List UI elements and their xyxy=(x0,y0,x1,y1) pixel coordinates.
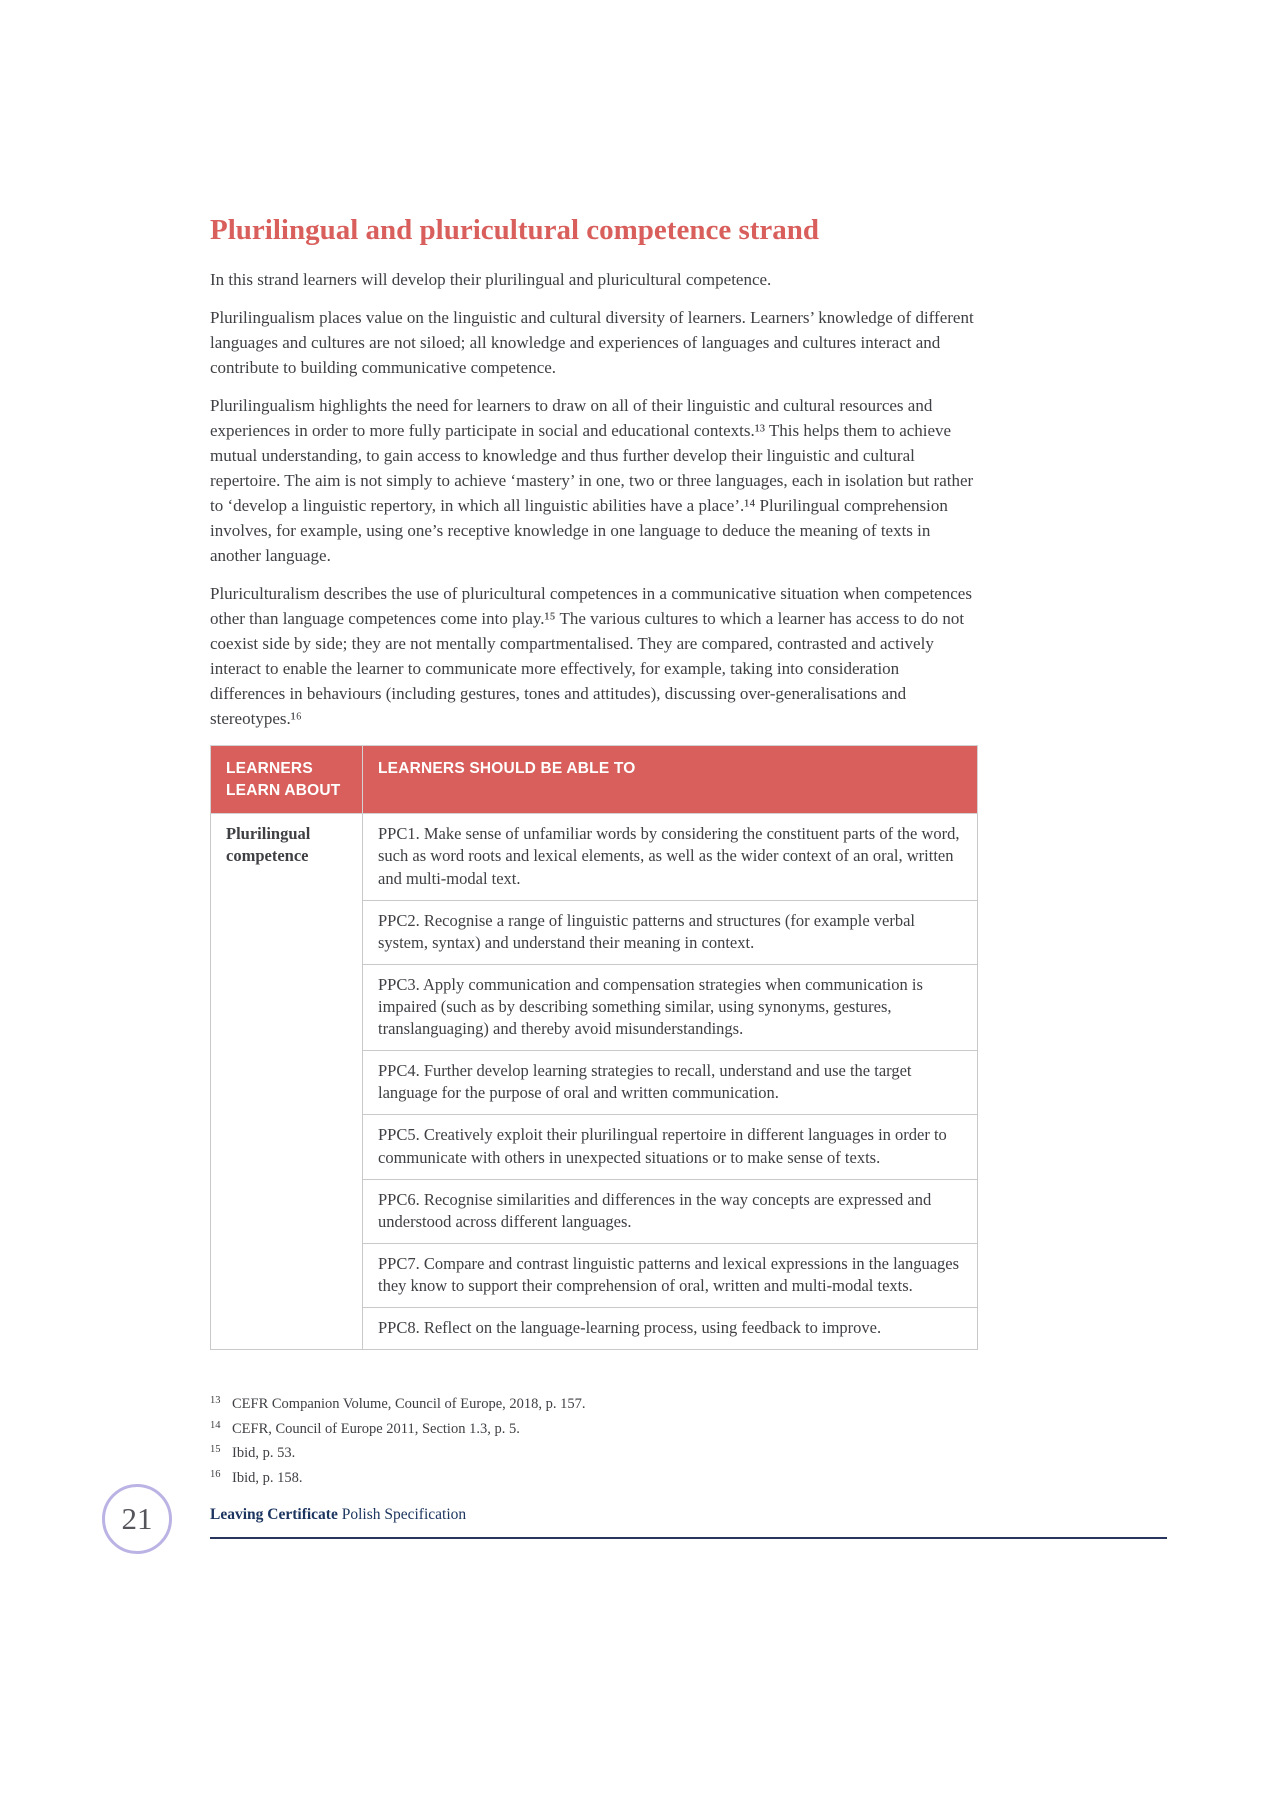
competence-table xyxy=(210,745,978,1350)
footnote-13 xyxy=(210,1392,978,1416)
page-number-badge xyxy=(102,1484,172,1554)
ppc8-item: PPC8. Reflect on the language-learning process, using feedback to improve. xyxy=(363,1308,978,1350)
ppc7-item: PPC7. Compare and contrast linguistic patterns and lexical expressions in the languages they know to support their comprehension of oral, written and multi-modal texts. xyxy=(363,1243,978,1307)
row-label-plurilingual-competence: Plurilingual competence xyxy=(211,814,363,1350)
ppc6-item: PPC6. Recognise similarities and differences in the way concepts are expressed and understood across different languages. xyxy=(363,1179,978,1243)
footnote-15-marker: 15 xyxy=(210,1444,221,1456)
page-title: Plurilingual and pluricultural competence strand xyxy=(210,214,820,246)
ppc1-item: PPC1. Make sense of unfamiliar words by considering the constituent parts of the word, such as word roots and lexical elements, as well as the wider context of an oral, written and multi-modal text. xyxy=(363,814,978,900)
table-header-learners-learn-about: LEARNERS LEARN ABOUT xyxy=(211,745,363,813)
footnote-13-marker: 13 xyxy=(210,1395,221,1407)
intro-paragraph-1: In this strand learners will develop their plurilingual and pluricultural competence. xyxy=(210,270,772,290)
table-header-row xyxy=(211,745,978,813)
page-number: 21 xyxy=(121,1501,153,1536)
footnote-15-text: Ibid, p. 53. xyxy=(232,1445,296,1462)
ppc3-item: PPC3. Apply communication and compensation strategies when communication is impaired (such as by describing something similar, using synonyms, gestures, translanguaging) and thereby avoid misunderstandings. xyxy=(363,964,978,1050)
footnote-14-text: CEFR, Council of Europe 2011, Section 1.3, p. 5. xyxy=(232,1420,520,1437)
intro-paragraph-2: Plurilingualism places value on the linguistic and cultural diversity of learners. Learners’ knowledge of different languages and cultures are not siloed; all knowledge and experiences of languages and cultures interact and contribute to building communicative competence. xyxy=(210,308,974,378)
table-header-learners-should-be-able-to: LEARNERS SHOULD BE ABLE TO xyxy=(363,745,978,813)
intro-paragraph-4: Pluriculturalism describes the use of pluricultural competences in a communicative situation when competences other than language competences come into play.¹⁵ The various cultures to which a learner has access to do not coexist side by side; they are not mentally compartmentalised. They are compared, contrasted and actively interact to enable the learner to communicate more effectively, for example, taking into consideration differences in behaviours (including gestures, tones and attitudes), discussing over-generalisations and stereotypes.¹⁶ xyxy=(210,584,972,728)
ppc4-item: PPC4. Further develop learning strategies to recall, understand and use the target language for the purpose of oral and written communication. xyxy=(363,1051,978,1115)
footer-doc-title xyxy=(210,1506,466,1524)
footnote-16-text: Ibid, p. 158. xyxy=(232,1469,303,1486)
footnotes xyxy=(210,1392,978,1490)
ppc2-item: PPC2. Recognise a range of linguistic patterns and structures (for example verbal system, syntax) and understand their meaning in context. xyxy=(363,900,978,964)
intro-paragraph-3: Plurilingualism highlights the need for learners to draw on all of their linguistic and cultural resources and experiences in order to more fully participate in social and educational contexts.¹³ This helps them to achieve mutual understanding, to gain access to knowledge and thus further develop their linguistic and cultural repertoire. The aim is not simply to achieve ‘mastery’ in one, two or three languages, each in isolation but rather to ‘develop a linguistic repertory, in which all linguistic abilities have a place’.¹⁴ Plurilingual comprehension involves, for example, using one’s receptive knowledge in one language to deduce the meaning of texts in another language. xyxy=(210,396,974,566)
footer-rule xyxy=(210,1537,1167,1539)
footnote-14-marker: 14 xyxy=(210,1419,221,1431)
footnote-14 xyxy=(210,1417,978,1441)
content-column xyxy=(210,212,978,1490)
footer-doc-title-bold: Leaving Certificate xyxy=(210,1506,338,1523)
footnote-16-marker: 16 xyxy=(210,1468,221,1480)
footnote-15 xyxy=(210,1441,978,1465)
footnote-13-text: CEFR Companion Volume, Council of Europe, 2018, p. 157. xyxy=(232,1396,586,1413)
ppc5-item: PPC5. Creatively exploit their plurilingual repertoire in different languages in order to communicate with others in unexpected situations or to make sense of texts. xyxy=(363,1115,978,1179)
table-row xyxy=(211,814,978,900)
footnote-16 xyxy=(210,1466,978,1490)
footer-doc-title-rest: Polish Specification xyxy=(341,1506,467,1523)
